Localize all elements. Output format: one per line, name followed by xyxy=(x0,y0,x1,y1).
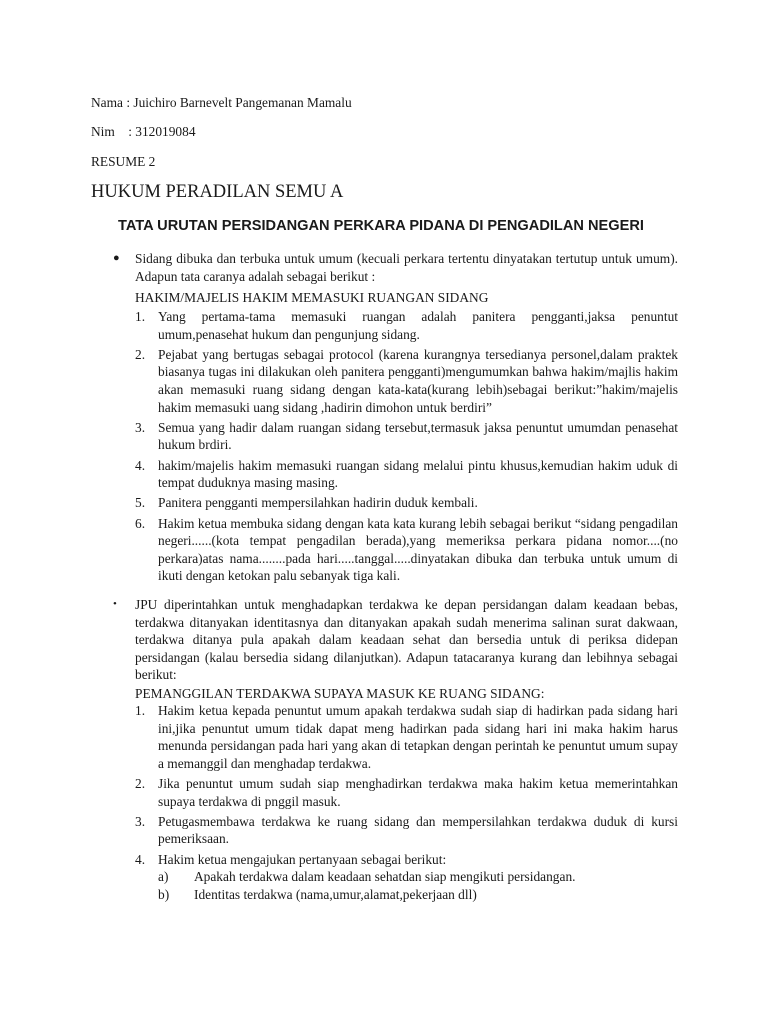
list-number: 1. xyxy=(135,703,146,718)
sub-list xyxy=(158,868,678,903)
list-item-text: Hakim ketua membuka sidang dengan kata kata kurang lebih sebagai berikut “sidang pengadilan negeri......(kota tempat pengadilan berada),yang memeriksa perkara pidana nomor....(no perkara)atas nama........pada hari.....tanggal.....dinyatakan dibuka dan terbuka untuk umum di ikuti dengan ketokan palu sebanyak tiga kali. xyxy=(158,515,678,584)
list-item-text: Panitera pengganti mempersilahkan hadirin duduk kembali. xyxy=(158,495,478,511)
list-item-text: Yang pertama-tama memasuki ruangan adalah panitera pengganti,jaksa penuntut umum,penasehat hukum dan pengunjung sidang. xyxy=(158,309,678,342)
list-item xyxy=(135,813,678,848)
list-item-text: Hakim ketua kepada penuntut umum apakah terdakwa sudah siap di hadirkan pada sidang hari ini,jika penuntut umum tidak dapat meng hadirkan pada sidang hari ini maka hakim harus menunda persidangan pada hari yang akan di tetapkan dengan perintah ke penuntut umum supay a memanggil dan menghadap terdakwa. xyxy=(158,703,678,771)
section-heading: PEMANGGILAN TERDAKWA SUPAYA MASUK KE RUANG SIDANG: xyxy=(135,686,545,701)
list-item-text: hakim/majelis hakim memasuki ruangan sidang melalui pintu khusus,kemudian hakim uduk di tempat duduknya masing masing. xyxy=(158,457,678,491)
list-item xyxy=(135,346,678,416)
numbered-list xyxy=(135,702,678,906)
bullet-marker: • xyxy=(113,598,117,610)
list-item xyxy=(135,851,678,904)
student-name-line: Nama : Juichiro Barnevelt Pangemanan Mamalu xyxy=(91,95,352,110)
list-item-text: Pejabat yang bertugas sebagai protocol (karena kurangnya tersedianya personel,dalam praktek biasanya tugas ini dilakukan oleh panitera pengganti)mengumumkan bahwa hakim/majlis hakim akan memasuki ruang sidang dengan kata-kata(kurang lebih)sebagai berikut:”hakim/majelis hakim memasuki uang sidang ,hadirin dimohon untuk berdiri” xyxy=(158,346,678,415)
list-item-text: Semua yang hadir dalam ruangan sidang tersebut,termasuk jaksa penuntut umumdan penasehat hukum brdiri. xyxy=(158,419,678,453)
numbered-list xyxy=(135,308,678,587)
list-number: 4. xyxy=(135,851,146,867)
bullet-marker: ● xyxy=(113,252,120,264)
sub-list-item xyxy=(158,886,678,904)
list-number: 6. xyxy=(135,515,146,531)
list-number: 1. xyxy=(135,309,146,324)
course-title: HUKUM PERADILAN SEMU A xyxy=(91,182,344,202)
sub-list-letter: a) xyxy=(158,869,169,885)
sub-list-letter: b) xyxy=(158,886,170,902)
list-number: 3. xyxy=(135,419,146,435)
list-item xyxy=(135,702,678,772)
sub-list-item xyxy=(158,868,678,886)
sub-list-item-text: Identitas terdakwa (nama,umur,alamat,pekerjaan dll) xyxy=(194,886,477,902)
section-heading: HAKIM/MAJELIS HAKIM MEMASUKI RUANGAN SIDANG xyxy=(135,290,489,305)
list-number: 5. xyxy=(135,495,146,511)
list-number: 2. xyxy=(135,775,146,791)
sub-list-item-text: Apakah terdakwa dalam keadaan sehatdan siap mengikuti persidangan. xyxy=(194,869,576,885)
list-item-text: Hakim ketua mengajukan pertanyaan sebagai berikut: xyxy=(158,851,447,867)
list-number: 4. xyxy=(135,457,146,473)
list-item xyxy=(135,515,678,585)
bullet-paragraph: JPU diperintahkan untuk menghadapkan terdakwa ke depan persidangan dalam keadaan bebas, terdakwa ditanyakan identitasnya dan ditanyakan apakah sudah menerima salinan surat dakwaan, terdakwa ditanya pula apakah dalam keadaan sehat dan bersedia untuk di periksa didepan persidangan (kalau bersedia sidang dilanjutkan). Adapun tatacaranya kurang dan lebihnya sebagai berikut: xyxy=(135,597,678,683)
list-item xyxy=(135,457,678,492)
bullet-paragraph: Sidang dibuka dan terbuka untuk umum (kecuali perkara tertentu dinyatakan tertutup untuk umum). Adapun tata caranya adalah sebagai berikut : xyxy=(135,251,678,284)
list-item-text: Jika penuntut umum sudah siap menghadirkan terdakwa maka hakim ketua memerintahkan supaya terdakwa di pnggil masuk. xyxy=(158,775,678,809)
list-item-text: Petugasmembawa terdakwa ke ruang sidang dan mempersilahkan terdakwa duduk di kursi pemeriksaan. xyxy=(158,813,678,847)
list-item xyxy=(135,775,678,810)
list-number: 3. xyxy=(135,813,146,829)
list-item xyxy=(135,419,678,454)
resume-label: RESUME 2 xyxy=(91,154,156,169)
list-item xyxy=(135,308,678,343)
list-number: 2. xyxy=(135,346,146,362)
list-item xyxy=(135,494,678,512)
student-nim-line: Nim : 312019084 xyxy=(91,124,196,139)
document-title: TATA URUTAN PERSIDANGAN PERKARA PIDANA DI PENGADILAN NEGERI xyxy=(118,218,644,234)
